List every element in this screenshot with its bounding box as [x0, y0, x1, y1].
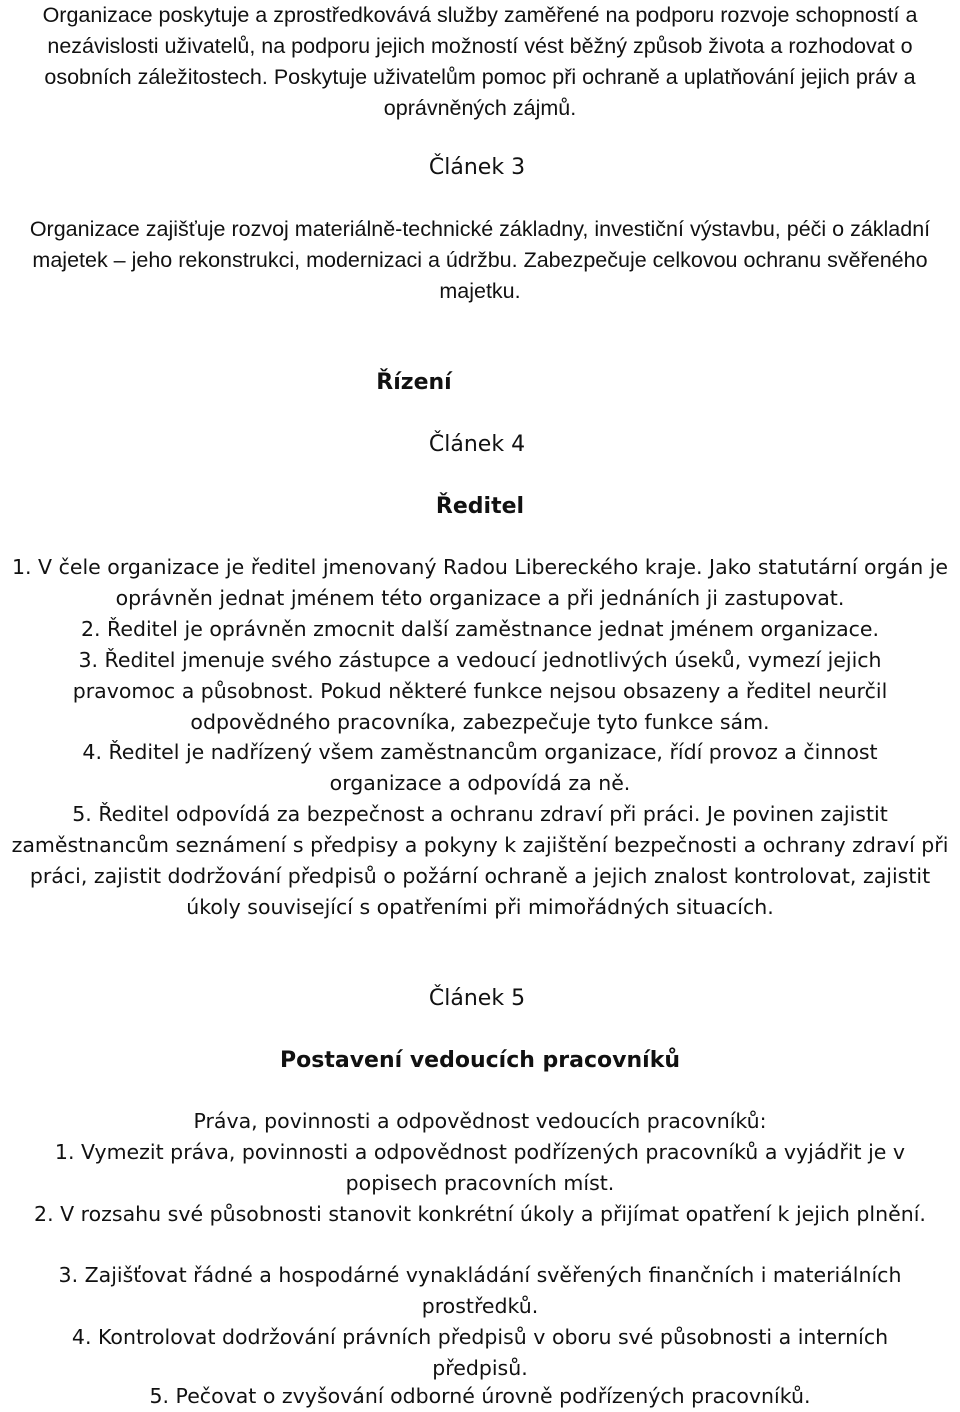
- article-5-title: Postavení vedoucích pracovníků: [280, 1048, 680, 1073]
- list-item: 2. V rozsahu své působnosti stanovit konkrétní úkoly a přijímat opatření k jejich plnění.: [34, 1202, 926, 1226]
- article-5-intro: Práva, povinnosti a odpovědnost vedoucích pracovníků:: [193, 1109, 767, 1133]
- article-4-heading: Článek 4: [428, 432, 526, 457]
- article-5-heading: Článek 5: [428, 986, 526, 1011]
- section-title-rizeni: Řízení: [376, 370, 452, 395]
- list-item: 3. Zajišťovat řádné a hospodárné vynakládání svěřených finančních i materiálních prostředků.: [58, 1263, 902, 1318]
- list-item: 1. V čele organizace je ředitel jmenovaný Radou Libereckého kraje. Jako statutární orgán je oprávněn jednat jménem této organizace a při jednáních ji zastupovat.: [11, 555, 949, 610]
- list-item: 4. Ředitel je nadřízený všem zaměstnancům organizace, řídí provoz a činnost organizace a odpovídá za ně.: [82, 740, 878, 795]
- list-item: 2. Ředitel je oprávněn zmocnit další zaměstnance jednat jménem organizace.: [80, 617, 880, 641]
- list-item: 4. Kontrolovat dodržování právních předpisů v oboru své působnosti a interních předpisů.: [71, 1325, 889, 1380]
- article-4-title: Ředitel: [435, 494, 525, 519]
- intro-paragraph: Organizace poskytuje a zprostředkovává služby zaměřené na podporu rozvoje schopností a nezávislosti uživatelů, na podporu jejich možností vést běžný způsob života a rozhodovat o osobních záležitostech. Poskytuje uživatelům pomoc při ochraně a uplatňování jejich práv a oprávněných zájmů.: [42, 3, 918, 120]
- article-3-paragraph: Organizace zajišťuje rozvoj materiálně-technické základny, investiční výstavbu, péči o základní majetek – jeho rekonstrukci, modernizaci a údržbu. Zabezpečuje celkovou ochranu svěřeného majetku.: [29, 217, 931, 303]
- list-item: 3. Ředitel jmenuje svého zástupce a vedoucí jednotlivých úseků, vymezí jejich pravomoc a působnost. Pokud některé funkce nejsou obsazeny a ředitel neurčil odpovědného pracovníka, zabezpečuje tyto funkce sám.: [72, 648, 888, 734]
- list-item: 5. Ředitel odpovídá za bezpečnost a ochranu zdraví při práci. Je povinen zajistit zaměstnancům seznámení s předpisy a pokyny k zajištění bezpečnosti a ochrany zdraví při práci, zajistit dodržování předpisů o požární ochraně a jejich znalost kontrolovat, zajistit úkoly související s opatřeními při mimořádných situacích.: [11, 802, 949, 919]
- list-item: 5. Pečovat o zvyšování odborné úrovně podřízených pracovníků.: [149, 1384, 811, 1408]
- list-item: 1. Vymezit práva, povinnosti a odpovědnost podřízených pracovníků a vyjádřit je v popisech pracovních míst.: [54, 1140, 906, 1195]
- article-3-heading: Článek 3: [428, 155, 526, 180]
